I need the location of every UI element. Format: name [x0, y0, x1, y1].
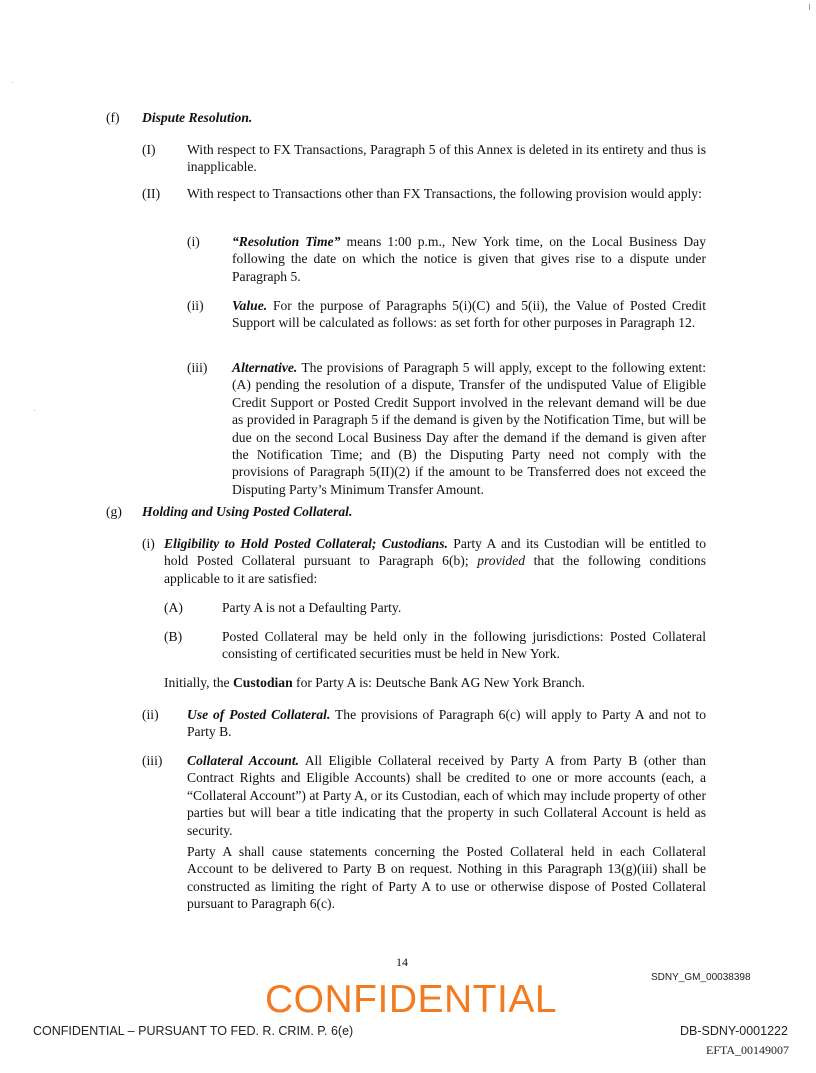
resolution-time-definition: means 1:00 p.m., New York time, on the Local Business Day following the date on which the notice is given that gives rise to a dispute under Paragraph 5.	[232, 234, 706, 284]
collateral-account-term: Collateral Account.	[187, 753, 300, 768]
eligibility-text-2: that the following conditions applicable to it are satisfied:	[164, 553, 706, 586]
custodian-suffix: for Party A is: Deutsche Bank AG New York Branch.	[292, 675, 585, 690]
bates-number-top: SDNY_GM_00038398	[651, 972, 751, 983]
condition-A-label: (A)	[164, 600, 183, 615]
section-f-II-i-text	[232, 233, 706, 285]
use-of-collateral-text: The provisions of Paragraph 6(c) will apply to Party A and not to Party B.	[187, 707, 706, 740]
bates-number-right: DB-SDNY-0001222	[680, 1024, 788, 1038]
custodian-prefix: Initially, the	[164, 675, 233, 690]
value-term: Value.	[232, 298, 268, 313]
section-f-I-label: (I)	[142, 142, 156, 157]
section-f-II-label: (II)	[142, 186, 161, 201]
section-f-II-iii-text	[232, 359, 706, 498]
section-g-i-label: (i)	[142, 536, 155, 551]
custodian-term: Custodian	[232, 675, 293, 690]
section-g-iii-text-2: Party A shall cause statements concerning the Posted Collateral held in each Collateral Account to be delivered to Party B on request. Nothing in this Paragraph 13(g)(iii) shall be constructed as limiting the right of Party A to use or otherwise dispose of Posted Collateral pursuant to Paragraph 6(c).	[187, 844, 706, 912]
section-f-I-text: With respect to FX Transactions, Paragraph 5 of this Annex is deleted in its entirety and thus is inapplicable.	[187, 142, 706, 175]
custodian-statement	[164, 674, 706, 691]
scan-speck	[34, 410, 35, 411]
eligibility-text-1: Party A and its Custodian will be entitled to hold Posted Collateral pursuant to Paragraph 6(b);	[164, 536, 706, 569]
condition-A-text: Party A is not a Defaulting Party.	[222, 600, 402, 615]
scan-mark	[809, 4, 810, 10]
alternative-term: Alternative.	[232, 360, 298, 375]
efta-number: EFTA_00149007	[706, 1043, 790, 1057]
page-number: 14	[396, 955, 408, 969]
section-f-II-ii-text	[232, 297, 706, 332]
provided-term: provided	[477, 553, 526, 569]
section-f-label: (f)	[106, 110, 120, 125]
confidential-stamp: CONFIDENTIAL	[265, 978, 558, 1021]
value-definition: For the purpose of Paragraphs 5(i)(C) and 5(ii), the Value of Posted Credit Support will be calculated as follows: as set forth for other purposes in Paragraph 12.	[232, 298, 706, 331]
eligibility-term: Eligibility to Hold Posted Collateral; Custodians.	[164, 536, 448, 551]
section-f-II-ii-label: (ii)	[187, 298, 204, 313]
section-g-iii-label: (iii)	[142, 753, 163, 768]
condition-B-text: Posted Collateral may be held only in the following jurisdictions: Posted Collateral consisting of certificated securities must be held in New York.	[222, 629, 706, 662]
section-g-title: Holding and Using Posted Collateral.	[142, 504, 353, 519]
confidential-notice: CONFIDENTIAL – PURSUANT TO FED. R. CRIM. P. 6(e)	[33, 1024, 354, 1038]
section-f-II-iii-label: (iii)	[187, 360, 208, 375]
section-f-title: Dispute Resolution.	[142, 110, 253, 125]
section-f-II-text: With respect to Transactions other than FX Transactions, the following provision would apply:	[187, 186, 702, 201]
resolution-time-term: “Resolution Time”	[232, 234, 341, 249]
section-g-ii-text	[187, 706, 706, 741]
condition-B-label: (B)	[164, 629, 183, 644]
section-g-iii-text	[187, 752, 706, 839]
section-f-II-i-label: (i)	[187, 234, 200, 249]
use-of-collateral-term: Use of Posted Collateral.	[187, 707, 331, 722]
section-g-ii-label: (ii)	[142, 707, 159, 722]
alternative-definition: The provisions of Paragraph 5 will apply, except to the following extent: (A) pending the resolution of a dispute, Transfer of the undisputed Value of Eligible Credit Support or Posted Credit Support involved in the relevant demand will be due as provided in Paragraph 5 if the demand is given by the Notification Time, but will be due on the second Local Business Day after the demand if the demand is given after the Notification Time; and (B) the Disputing Party need not comply with the provisions of Paragraph 5(II)(2) if the amount to be Transferred does not exceed the Disputing Party’s Minimum Transfer Amount.	[232, 360, 706, 497]
scan-speck	[12, 82, 13, 83]
collateral-account-text: All Eligible Collateral received by Party A from Party B (other than Contract Rights and Eligible Accounts) shall be credited to one or more accounts (each, a “Collateral Account”) at Party A, or its Custodian, each of which may include property of other parties but will bear a title indicating that the property in such Collateral Account is held as security.	[187, 753, 706, 838]
section-g-i-text	[164, 535, 706, 587]
section-g-label: (g)	[106, 504, 122, 519]
